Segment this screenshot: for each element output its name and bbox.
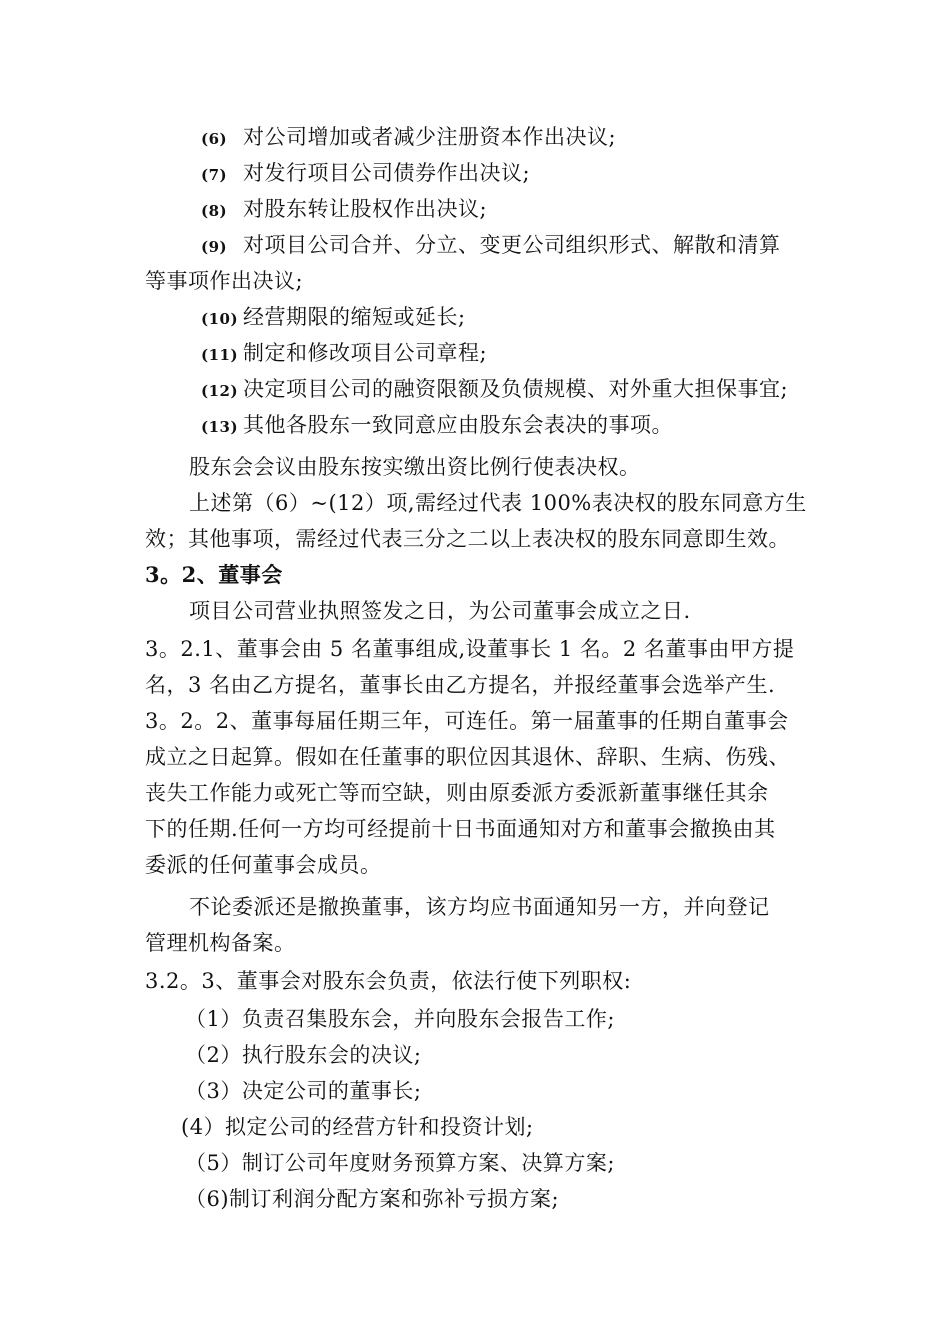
clause-line: 下的任期.任何一方均可经提前十日书面通知对方和董事会撤换由其	[145, 817, 776, 841]
paragraph-line: 上述第（6）~(12）项,需经过代表 100%表决权的股东同意方生	[189, 491, 807, 515]
section-heading: 3。2、董事会	[145, 562, 283, 587]
list-item	[201, 227, 781, 265]
item-number: (8)	[201, 202, 228, 220]
item-text: 决定项目公司的融资限额及负债规模、对外重大担保事宜;	[243, 377, 789, 401]
item-text: 对发行项目公司债券作出决议;	[243, 161, 531, 185]
list-item	[201, 335, 487, 373]
paragraph-line: 效；其他事项，需经过代表三分之二以上表决权的股东同意即生效。	[145, 527, 790, 551]
list-item: （2）执行股东会的决议;	[185, 1043, 422, 1067]
item-number: (6)	[201, 130, 228, 148]
item-number: (10)	[201, 310, 239, 328]
list-item: （6)制订利润分配方案和弥补亏损方案;	[185, 1187, 560, 1211]
item-number: (12)	[201, 382, 239, 400]
item-text: 经营期限的缩短或延长;	[243, 305, 466, 329]
item-text: 其他各股东一致同意应由股东会表决的事项。	[243, 413, 673, 437]
clause-line: 3.2。3、董事会对股东会负责，依法行使下列职权:	[145, 969, 632, 993]
clause-line: 丧失工作能力或死亡等而空缺，则由原委派方委派新董事继任其余	[145, 781, 769, 805]
list-item: （1）负责召集股东会，并向股东会报告工作;	[185, 1007, 615, 1031]
list-item: （3）决定公司的董事长;	[185, 1079, 422, 1103]
clause-line: 委派的任何董事会成员。	[145, 853, 382, 877]
item-number: (9)	[201, 238, 228, 256]
list-item	[201, 191, 487, 229]
list-item	[201, 299, 466, 337]
list-item: (4）拟定公司的经营方针和投资计划;	[181, 1115, 534, 1139]
item-number: (13)	[201, 418, 239, 436]
list-item	[201, 155, 530, 193]
item-number: (11)	[201, 346, 239, 364]
paragraph-line: 管理机构备案。	[145, 931, 296, 955]
paragraph: 股东会会议由股东按实缴出资比例行使表决权。	[189, 455, 641, 479]
item-text: 对公司增加或者减少注册资本作出决议;	[243, 125, 617, 149]
clause-line: 成立之日起算。假如在任董事的职位因其退休、辞职、生病、伤残、	[145, 745, 790, 769]
list-item: （5）制订公司年度财务预算方案、决算方案;	[185, 1151, 615, 1175]
list-item	[201, 407, 673, 445]
item-text: 制定和修改项目公司章程;	[243, 341, 488, 365]
item-number: (7)	[201, 166, 228, 184]
clause-line: 3。2.1、董事会由 5 名董事组成,设董事长 1 名。2 名董事由甲方提	[145, 637, 795, 661]
clause-line: 名，3 名由乙方提名，董事长由乙方提名，并报经董事会选举产生.	[145, 673, 776, 697]
item-text: 对股东转让股权作出决议;	[243, 197, 488, 221]
paragraph: 项目公司营业执照签发之日，为公司董事会成立之日.	[189, 599, 691, 623]
list-item-continuation: 等事项作出决议;	[145, 269, 304, 293]
paragraph-line: 不论委派还是撤换董事，该方均应书面通知另一方，并向登记	[189, 895, 770, 919]
clause-line: 3。2。2、董事每届任期三年，可连任。第一届董事的任期自董事会	[145, 709, 789, 733]
list-item	[201, 371, 788, 409]
item-text: 对项目公司合并、分立、变更公司组织形式、解散和清算	[243, 233, 781, 257]
list-item	[201, 119, 616, 157]
